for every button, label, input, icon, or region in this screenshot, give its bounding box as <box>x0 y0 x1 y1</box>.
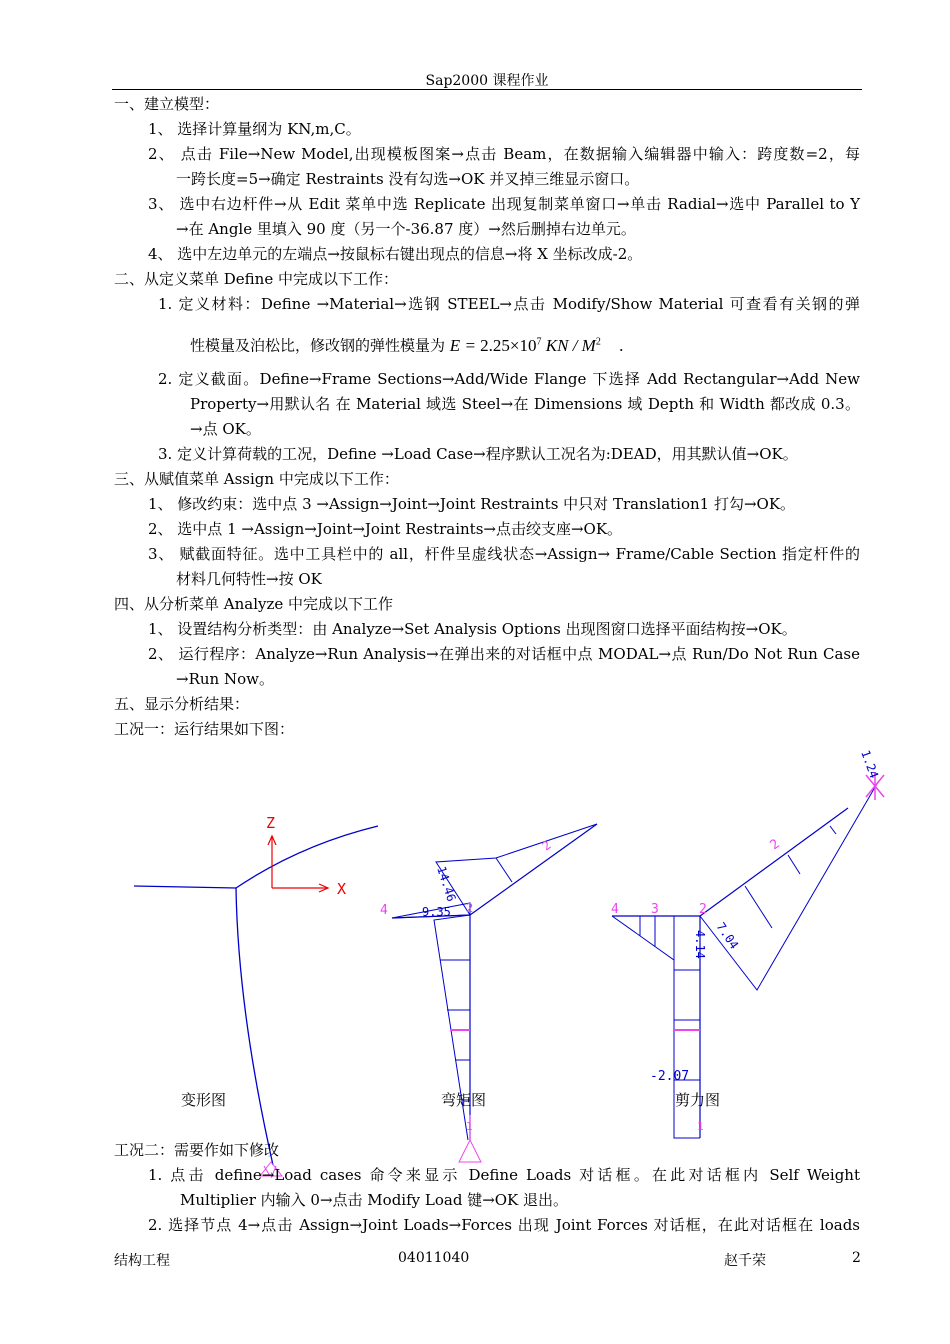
step-2-2-cont: Property→用默认名 在 Material 域选 Steel→在 Dimensions 域 Depth 和 Width 都改成 0.3。 <box>190 395 860 413</box>
step-1-1: 1、 选择计算量纲为 KN,m,C。 <box>148 120 361 138</box>
caption-deform: 变形图 <box>181 1091 227 1109</box>
step-6-1: 1. 点击 define→Load cases 命令来显示 Define Loads 对话框。在此对话框内 Self Weight <box>148 1166 860 1184</box>
step-2-1: 1. 定义材料：Define →Material→选钢 STEEL→点击 Modify/Show Material 可查看有关钢的弹 <box>158 295 860 313</box>
step-2-2-cont2: →点 OK。 <box>190 420 261 438</box>
axis-z-label: Z <box>266 814 276 832</box>
moment-node-2: 2 <box>466 901 474 915</box>
step-3-3-cont: 材料几何特性→按 OK <box>176 570 322 588</box>
step-6-2: 2. 选择节点 4→点击 Assign→Joint Loads→Forces 出现 Joint Forces 对话框，在此对话框在 loads <box>148 1216 860 1234</box>
case-2-title: 工况二：需要作如下修改 <box>114 1141 280 1159</box>
step-3-1: 1、 修改约束：选中点 3 →Assign→Joint→Joint Restraints 中只对 Translation1 打勾→OK。 <box>148 495 796 513</box>
moment-diagram <box>380 824 597 1162</box>
moment-node-4: 4 <box>380 903 388 918</box>
deform-diagram <box>134 814 378 1176</box>
step-2-3: 3. 定义计算荷载的工况，Define →Load Case→程序默认工况名为:DEAD，用其默认值→OK。 <box>158 445 798 463</box>
axis-arrows <box>266 814 346 898</box>
step-1-2: 2、 点击 File→New Model,出现模板图案→点击 Beam，在数据输入编辑器中输入：跨度数=2，每 <box>148 145 860 163</box>
shear-node-3: 3 <box>651 902 659 917</box>
step-1-4: 4、 选中左边单元的左端点→按鼠标右键出现点的信息→将 X 坐标改成-2。 <box>148 245 643 263</box>
shear-value-1: 1.24 <box>858 748 882 781</box>
step-4-2: 2、 运行程序：Analyze→Run Analysis→在弹出来的对话框中点 MODAL→点 Run/Do Not Run Case <box>148 645 860 663</box>
modulus-formula: $E = 2.25\times 10^7$ KN / $M^2$ . <box>449 335 624 355</box>
step-3-3: 3、 赋截面特征。选中工具栏中的 all，杆件呈虚线状态→Assign→ Frame/Cable Section 指定杆件的 <box>148 545 860 563</box>
shear-value-3: 4.14 <box>693 930 707 959</box>
shear-node-4: 4 <box>611 902 619 917</box>
shear-member-label: 2 <box>767 836 783 854</box>
step-4-2-cont: →Run Now。 <box>176 670 274 688</box>
moment-node-1: 1 <box>466 1120 473 1133</box>
footer-left: 结构工程 <box>114 1253 170 1269</box>
step-6-1-cont: Multiplier 内输入 0→点击 Modify Load 键→OK 退出。 <box>180 1191 569 1209</box>
caption-shear: 剪力图 <box>675 1091 721 1109</box>
axis-x-label: X <box>337 880 347 898</box>
shear-diagram <box>611 748 884 1138</box>
step-2-1-cont <box>190 332 623 356</box>
moment-value-2: 9.35 <box>422 905 451 919</box>
shear-node-2: 2 <box>699 902 707 917</box>
footer-center: 04011040 <box>398 1250 470 1266</box>
footer-name: 赵千荣 <box>724 1253 766 1269</box>
heading-2: 二、从定义菜单 Define 中完成以下工作： <box>114 270 398 288</box>
heading-4: 四、从分析菜单 Analyze 中完成以下工作 <box>114 595 394 613</box>
step-1-3: 3、 选中右边杆件→从 Edit 菜单中选 Replicate 出现复制菜单窗口→单击 Radial→选中 Parallel to Y <box>148 195 860 213</box>
header-rule <box>112 89 862 90</box>
step-4-1: 1、 设置结构分析类型：由 Analyze→Set Analysis Options 出现图窗口选择平面结构按→OK。 <box>148 620 797 638</box>
analysis-figure <box>112 740 892 1180</box>
moment-member-label: 2 <box>539 837 554 854</box>
header-title: Sap2000 课程作业 <box>425 73 549 89</box>
shear-node-1: 1 <box>697 1120 704 1133</box>
shear-value-4: -2.07 <box>650 1069 690 1084</box>
heading-3: 三、从赋值菜单 Assign 中完成以下工作： <box>114 470 399 488</box>
step-1-3-cont: →在 Angle 里填入 90 度（另一个-36.87 度）→然后删掉右边单元。 <box>176 220 636 238</box>
step-2-2: 2. 定义截面。Define→Frame Sections→Add/Wide Flange 下选择 Add Rectangular→Add New <box>158 370 860 388</box>
step-3-2: 2、 选中点 1 →Assign→Joint→Joint Restraints→点击绞支座→OK。 <box>148 520 623 538</box>
caption-moment: 弯矩图 <box>441 1091 487 1109</box>
heading-5: 五、显示分析结果： <box>114 695 250 713</box>
moment-value-1: 14.46 <box>434 864 459 904</box>
shear-value-2: 7.04 <box>713 919 742 952</box>
step-2-1-cont-text: 性模量及泊松比，修改钢的弹性模量为 <box>190 336 446 355</box>
heading-1: 一、建立模型： <box>114 95 220 113</box>
page-number: 2 <box>852 1250 861 1266</box>
case-1-title: 工况一：运行结果如下图： <box>114 720 295 738</box>
step-1-2-cont: 一跨长度=5→确定 Restraints 没有勾选→OK 并叉掉三维显示窗口。 <box>176 170 640 188</box>
